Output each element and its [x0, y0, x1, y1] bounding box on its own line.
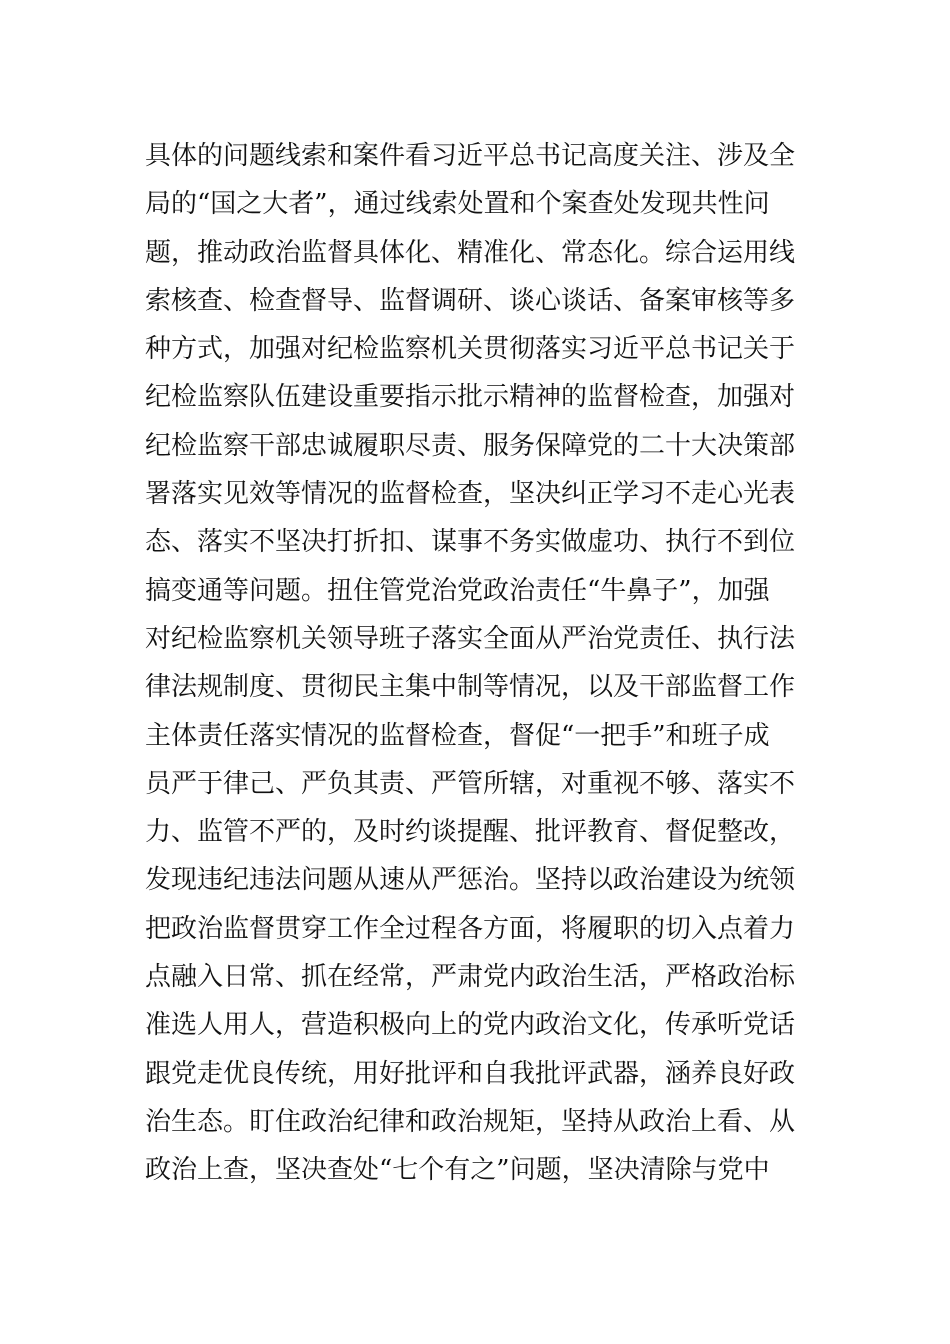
text-line-22: 政治上查，坚决查处“七个有之”问题，坚决清除与党中	[145, 1155, 770, 1186]
text-line-12: 律法规制度、贯彻民主集中制等情况，以及干部监督工作	[145, 672, 796, 703]
text-line-20: 跟党走优良传统，用好批评和自我批评武器，涵养良好政	[145, 1058, 796, 1089]
text-line-5: 种方式，加强对纪检监察机关贯彻落实习近平总书记关于	[145, 334, 796, 365]
text-line-1: 具体的问题线索和案件看习近平总书记高度关注、涉及全	[145, 141, 796, 171]
text-line-11: 对纪检监察机关领导班子落实全面从严治党责任、执行法	[145, 623, 796, 654]
text-line-8: 署落实见效等情况的监督检查，坚决纠正学习不走心光表	[145, 479, 796, 510]
text-line-10: 搞变通等问题。扭住管党治党政治责任“牛鼻子”，加强	[145, 575, 770, 606]
text-line-15: 力、监管不严的，及时约谈提醒、批评教育、督促整改，	[145, 817, 796, 848]
text-line-4: 索核查、检查督导、监督调研、谈心谈话、备案审核等多	[145, 285, 796, 316]
text-line-17: 把政治监督贯穿工作全过程各方面，将履职的切入点着力	[145, 913, 796, 944]
text-line-18: 点融入日常、抓在经常，严肃党内政治生活，严格政治标	[145, 962, 796, 993]
text-line-9: 态、落实不坚决打折扣、谋事不务实做虚功、执行不到位	[145, 527, 796, 558]
text-line-16: 发现违纪违法问题从速从严惩治。坚持以政治建设为统领	[145, 865, 796, 896]
text-line-13: 主体责任落实情况的监督检查，督促“一把手”和班子成	[145, 720, 770, 751]
text-line-3: 题，推动政治监督具体化、精准化、常态化。综合运用线	[145, 237, 796, 268]
text-line-6: 纪检监察队伍建设重要指示批示精神的监督检查，加强对	[145, 382, 796, 413]
text-line-2: 局的“国之大者”，通过线索处置和个案查处发现共性问	[145, 189, 770, 220]
text-line-19: 准选人用人，营造积极向上的党内政治文化，传承听党话	[145, 1010, 796, 1041]
body-paragraph	[145, 132, 810, 1195]
text-line-14: 员严于律己、严负其责、严管所辖，对重视不够、落实不	[145, 768, 796, 799]
text-line-21: 治生态。盯住政治纪律和政治规矩，坚持从政治上看、从	[145, 1106, 796, 1137]
text-line-7: 纪检监察干部忠诚履职尽责、服务保障党的二十大决策部	[145, 430, 796, 461]
